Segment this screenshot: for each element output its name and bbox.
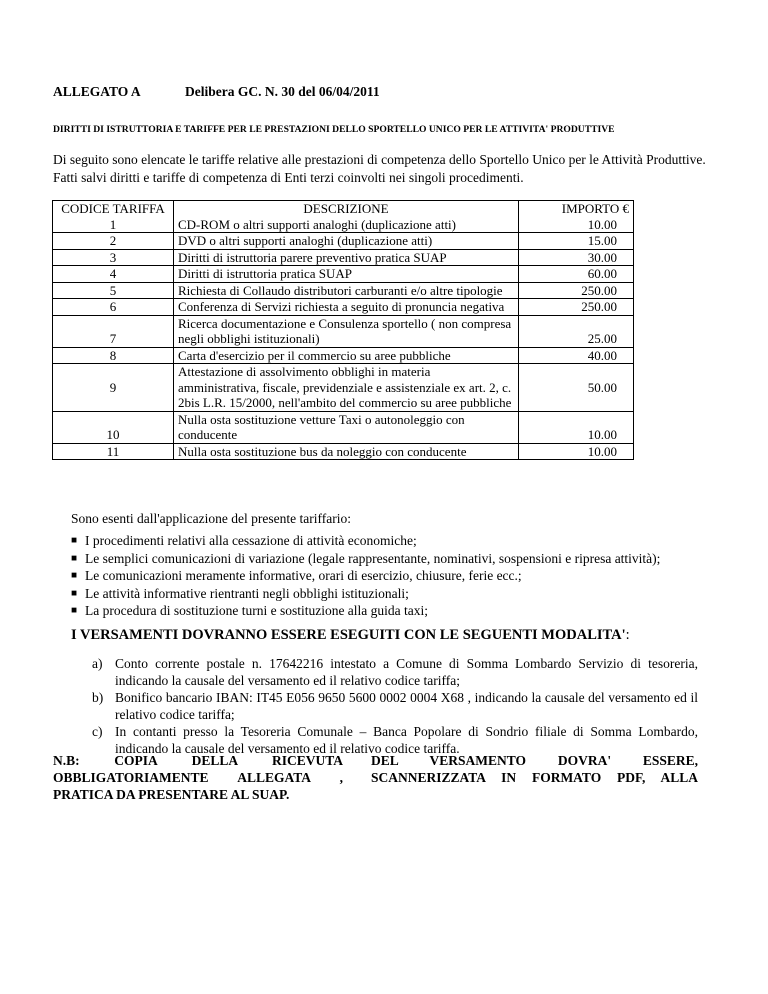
nota-bene-line: PRATICA DA PRESENTARE AL SUAP. (53, 787, 290, 802)
tariff-code-cell: 1 (53, 217, 174, 233)
tariff-description-cell: Conferenza di Servizi richiesta a seguito di pronuncia negativa (174, 299, 519, 316)
tariff-amount-cell: 250.00 (519, 282, 634, 299)
table-row (53, 315, 634, 347)
intro-paragraph (53, 151, 733, 187)
list-item: c) In contanti presso la Tesoreria Comunale – Banca Popolare di Sondrio filiale di Somma Lombardo, indicando la causale del versamento ed il relativo codice tariffa. (92, 724, 698, 756)
tariff-code-cell: 10 (53, 411, 174, 443)
tariff-amount-cell: 60.00 (519, 266, 634, 283)
tariff-code-cell: 7 (53, 315, 174, 347)
bullet-icon: ■ (71, 587, 78, 599)
tariff-description-cell: Ricerca documentazione e Consulenza sportello ( non compresa negli obblighi istituzionali) (174, 315, 519, 347)
tariff-code-cell: 8 (53, 347, 174, 364)
list-marker: c) (92, 724, 103, 739)
tariff-description-cell: Nulla osta sostituzione vetture Taxi o autonoleggio con conducente (174, 411, 519, 443)
esenti-intro: Sono esenti dall'applicazione del presente tariffario: (71, 511, 351, 526)
column-header-descrizione: DESCRIZIONE (174, 201, 519, 217)
bullet-icon: ■ (71, 535, 78, 546)
list-item: ■ Le semplici comunicazioni di variazione (legale rappresentante, nominativi, sospensioni e ripresa attività); (71, 550, 661, 566)
list-marker: b) (92, 690, 104, 705)
tariff-description-cell: Diritti di istruttoria pratica SUAP (174, 266, 519, 283)
tariff-amount-cell: 50.00 (519, 364, 634, 412)
tariff-amount-cell: 10.00 (519, 443, 634, 460)
nota-bene-line: OBBLIGATORIAMENTE ALLEGATA , (53, 770, 343, 785)
tariff-amount-cell: 40.00 (519, 347, 634, 364)
tariff-description-cell: Nulla osta sostituzione bus da noleggio con conducente (174, 443, 519, 460)
tariff-code-cell: 2 (53, 233, 174, 250)
list-item: ■ I procedimenti relativi alla cessazione di attività economiche; (71, 533, 417, 548)
bullet-icon: ■ (71, 552, 78, 564)
tariffe-table (52, 200, 634, 460)
list-marker: a) (92, 656, 103, 671)
tariff-description-cell: Attestazione di assolvimento obblighi in materia amministrativa, fiscale, previdenziale e assistenziale ex art. 2, c. 2bis L.R. 15/2000, nell'ambito del commercio su aree pubbliche (174, 364, 519, 412)
table-row (53, 347, 634, 364)
esenti-list (71, 532, 660, 620)
modalita-list (92, 655, 698, 757)
tariff-code-cell: 4 (53, 266, 174, 283)
tariff-amount-cell: 30.00 (519, 249, 634, 266)
list-item: a) Conto corrente postale n. 17642216 intestato a Comune di Somma Lombardo Servizio di tesoreria, indicando la causale del versamento ed il relativo codice tariffa; (92, 656, 698, 688)
table-header-row (53, 201, 634, 217)
column-header-codice: CODICE TARIFFA (53, 201, 174, 217)
table-row (53, 266, 634, 283)
delibera-reference: Delibera GC. N. 30 del 06/04/2011 (185, 84, 380, 99)
table-row (53, 282, 634, 299)
versamenti-heading: I VERSAMENTI DOVRANNO ESSERE ESEGUITI CON LE SEGUENTI MODALITA': (71, 627, 630, 643)
bullet-icon: ■ (71, 570, 78, 581)
tariff-description-cell: CD-ROM o altri supporti analoghi (duplicazione atti) (174, 217, 519, 233)
intro-line: Di seguito sono elencate le tariffe relative alle prestazioni di competenza dello Sportello Unico per le Attività Produttive. (53, 152, 706, 167)
bullet-icon: ■ (71, 605, 78, 616)
list-item: ■ La procedura di sostituzione turni e sostituzione alla guida taxi; (71, 603, 429, 618)
table-row (53, 299, 634, 316)
document-title: DIRITTI DI ISTRUTTORIA E TARIFFE PER LE PRESTAZIONI DELLO SPORTELLO UNICO PER LE ATTIVITA' PRODUTTIVE (53, 124, 615, 135)
tariff-amount-cell: 250.00 (519, 299, 634, 316)
tariff-amount-cell: 25.00 (519, 315, 634, 347)
list-item: ■ Le comunicazioni meramente informative, orari di esercizio, chiusure, ferie ecc.; (71, 568, 522, 583)
tariff-amount-cell: 10.00 (519, 411, 634, 443)
table-row (53, 217, 634, 233)
list-item: ■ Le attività informative rientranti negli obblighi istituzionali; (71, 585, 409, 601)
nota-bene-line: N.B: COPIA DELLA RICEVUTA (53, 753, 343, 768)
tariff-code-cell: 5 (53, 282, 174, 299)
tariff-code-cell: 9 (53, 364, 174, 412)
list-item: b) Bonifico bancario IBAN: IT45 E056 9650 5600 0002 0004 X68 , indicando la causale del versamento ed il relativo codice tariffa; (92, 690, 698, 722)
tariff-amount-cell: 10.00 (519, 217, 634, 233)
tariff-description-cell: DVD o altri supporti analoghi (duplicazione atti) (174, 233, 519, 250)
tariff-description-cell: Carta d'esercizio per il commercio su aree pubbliche (174, 347, 519, 364)
nota-bene-left (53, 752, 343, 803)
tariff-description-cell: Diritti di istruttoria parere preventivo pratica SUAP (174, 249, 519, 266)
table-row (53, 233, 634, 250)
table-row (53, 443, 634, 460)
table-row (53, 249, 634, 266)
tariff-code-cell: 6 (53, 299, 174, 316)
table-row (53, 411, 634, 443)
tariff-code-cell: 11 (53, 443, 174, 460)
nota-bene-right (371, 752, 698, 786)
tariff-code-cell: 3 (53, 249, 174, 266)
table-row (53, 364, 634, 412)
tariff-amount-cell: 15.00 (519, 233, 634, 250)
allegato-label: ALLEGATO A (53, 84, 141, 99)
column-header-importo: IMPORTO € (519, 201, 634, 217)
intro-line: Fatti salvi diritti e tariffe di competenza di Enti terzi coinvolti nei singoli procedimenti. (53, 170, 524, 185)
nota-bene-line: SCANNERIZZATA IN FORMATO PDF, ALLA (371, 770, 698, 785)
tariff-description-cell: Richiesta di Collaudo distributori carburanti e/o altre tipologie (174, 282, 519, 299)
nota-bene-line: DEL VERSAMENTO DOVRA' ESSERE, (371, 753, 698, 768)
